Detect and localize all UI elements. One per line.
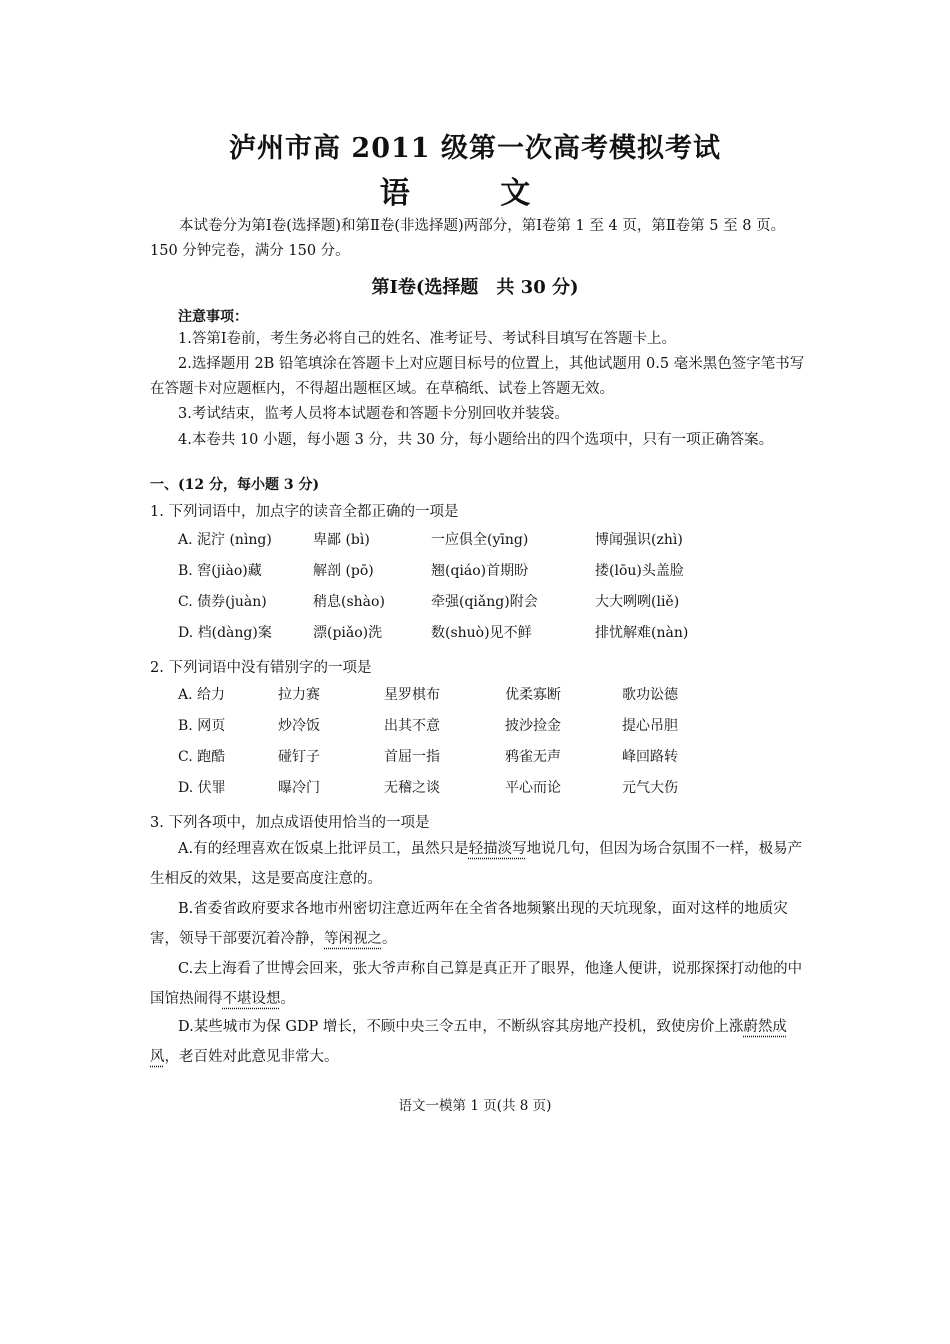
question-3-stem: 3. 下列各项中，加点成语使用恰当的一项是 [150,815,430,831]
option-text: B.省委省政府要求各地市州密切注意近两年在全省各地频繁出现的天坑现象，面对这样的地质灾害，领导干部要沉着冷静， [150,901,788,947]
option-text: 碰钉子 [278,749,320,765]
option-text: 排忧解难(nàn) [595,625,689,641]
option-text: 。 [280,991,295,1007]
question-2-option-row [0,684,950,708]
notes-title: 注意事项： [178,309,248,325]
option-text: 优柔寡断 [505,687,561,703]
option-text: C. 跑酷 [178,749,226,765]
option-text: 曝冷门 [278,780,320,796]
question-1-stem: 1. 下列词语中，加点字的读音全都正确的一项是 [150,504,459,520]
question-3-option-b [150,894,808,954]
subject-title: 语 文 [379,176,571,211]
option-text: 搂(lōu)头盖脸 [595,563,684,579]
option-text: 卑鄙 (bì) [313,532,370,548]
question-1-option-row [0,622,950,646]
option-text: C. 债券(juàn) [178,594,267,610]
option-text: 平心而论 [505,780,561,796]
option-text: C.去上海看了世博会回来，张大爷声称自己算是真正开了眼界，他逢人便讲，说那探探打动他的中国馆热闹得 [150,961,803,1007]
option-text: 稍息(shào) [313,594,385,610]
exam-title: 泸州市高 2011 级第一次高考模拟考试 [229,133,721,164]
question-2-option-row [0,777,950,801]
option-text: 无稽之谈 [384,780,440,796]
option-text: D.某些城市为保 GDP 增长，不顾中央三令五申，不断纵容其房地产投机，致使房价上涨 [178,1019,744,1035]
option-text: 出其不意 [384,718,440,734]
option-text: A. 给力 [178,687,226,703]
option-text: 翘(qiáo)首期盼 [431,563,529,579]
question-3-option-d [150,1012,808,1072]
option-text: A.有的经理喜欢在饭桌上批评员工，虽然只是 [178,841,469,857]
question-2-option-row [0,715,950,739]
dotted-idiom: 轻描淡写 [468,841,527,857]
option-text: 星罗棋布 [384,687,440,703]
option-text: 峰回路转 [622,749,678,765]
option-text: 漂(piǎo)洗 [313,625,383,641]
option-text: 解剖 (pō) [313,563,374,579]
option-text: 。 [382,931,397,947]
note-item: 4.本卷共 10 小题，每小题 3 分，共 30 分，每小题给出的四个选项中，只有一项正确答案。 [178,432,774,448]
option-text: B. 网页 [178,718,226,734]
exam-intro: 本试卷分为第Ⅰ卷(选择题)和第Ⅱ卷(非选择题)两部分，第Ⅰ卷第 1 至 4 页，第Ⅱ卷第 5 至 8 页。150 分钟完卷，满分 150 分。 [150,218,786,259]
note-item: 1.答第Ⅰ卷前，考生务必将自己的姓名、准考证号、考试科目填写在答题卡上。 [178,331,677,347]
option-text: D. 伏罪 [178,780,226,796]
question-1-option-row [0,529,950,553]
option-text: 歌功讼德 [622,687,678,703]
option-text: 披沙捡金 [505,718,561,734]
dotted-idiom: 不堪设想 [222,991,281,1007]
note-item: 2.选择题用 2B 铅笔填涂在答题卡上对应题目标号的位置上，其他试题用 0.5 毫米黑色签字笔书写在答题卡对应题框内，不得超出题框区域。在草稿纸、试卷上答题无效。 [150,356,805,397]
option-text: 一应俱全(yīng) [431,532,529,548]
section-title: 第Ⅰ卷(选择题 共 30 分) [371,277,579,298]
part-one-heading: 一、(12 分，每小题 3 分) [150,477,320,493]
question-3-option-a [150,834,808,894]
question-1-option-row [0,591,950,615]
question-3-option-c [150,954,808,1014]
option-text: 拉力赛 [278,687,320,703]
option-text: 元气大伤 [622,780,678,796]
dotted-idiom: 蔚然成风 [150,1019,787,1065]
option-text: 提心吊胆 [622,718,678,734]
option-text: ，老百姓对此意见非常大。 [164,1049,339,1065]
option-text: A. 泥泞 (nìng) [178,532,272,548]
option-text: 大大咧咧(liě) [595,594,680,610]
option-text: 牵强(qiǎng)附会 [431,594,538,610]
option-text: 博闻强识(zhì) [595,532,683,548]
question-2-option-row [0,746,950,770]
option-text: 鸦雀无声 [505,749,561,765]
page-footer: 语文一模第 1 页(共 8 页) [398,1098,552,1114]
question-1-option-row [0,560,950,584]
option-text: 首屈一指 [384,749,440,765]
dotted-idiom: 等闲视之 [324,931,382,947]
option-text: B. 窖(jiào)藏 [178,563,262,579]
note-item: 3.考试结束，监考人员将本试题卷和答题卡分别回收并装袋。 [178,406,569,422]
question-2-stem: 2. 下列词语中没有错别字的一项是 [150,660,372,676]
option-text: 炒冷饭 [278,718,320,734]
option-text: D. 档(dàng)案 [178,625,272,641]
option-text: 地说几句，但因为场合氛围不一样，极易产生相反的效果，这是要高度注意的。 [150,841,803,887]
option-text: 数(shuò)见不鲜 [431,625,532,641]
